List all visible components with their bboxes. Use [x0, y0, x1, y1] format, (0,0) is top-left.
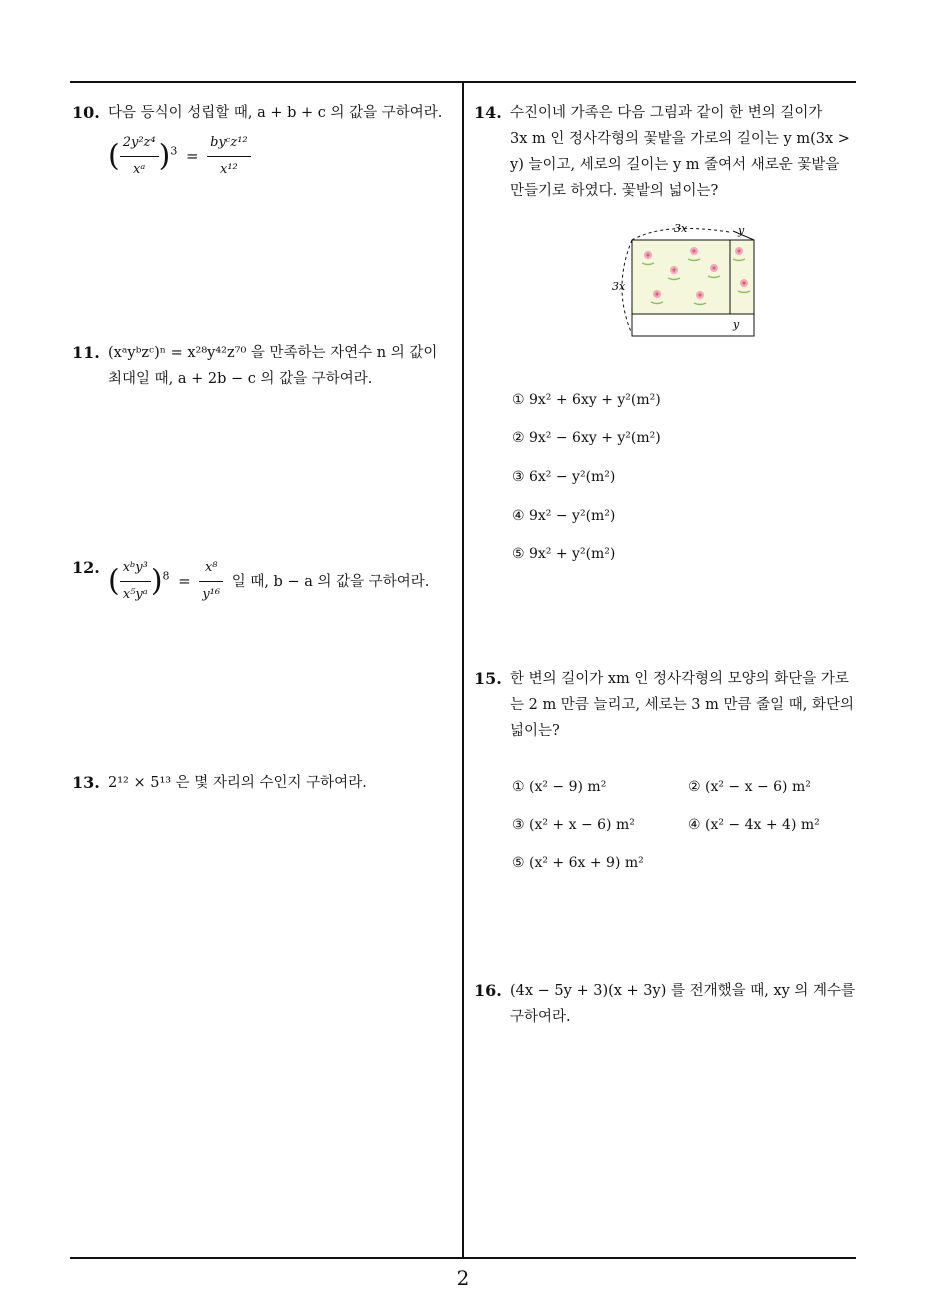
label-left: 3x	[612, 280, 626, 293]
question-number: 13.	[72, 773, 100, 792]
equation: ( $\frac{\text{2y²z⁴}}{\text{xᵃ}}$ )$^3$ = $\frac{\text{byᶜz¹²}}{\text{x¹²}}$	[108, 130, 457, 183]
choice-5[interactable]: ⑤ 9x² + y²(m²)	[512, 546, 616, 562]
label-top: 3x	[674, 222, 688, 235]
question-text-line2: 는 2 m 만큼 늘리고, 세로는 3 m 만큼 줄일 때, 화단의	[510, 697, 854, 713]
question-number: 10.	[72, 103, 100, 122]
choice-3[interactable]: ③ 6x² − y²(m²)	[512, 469, 616, 485]
question-text-line2: 구하여라.	[510, 1009, 571, 1025]
question-number: 14.	[474, 103, 502, 122]
label-top-right: y	[738, 224, 745, 237]
question-10	[72, 100, 457, 183]
question-number: 16.	[474, 981, 502, 1000]
choice-4[interactable]: ④ 9x² − y²(m²)	[512, 508, 616, 524]
question-13	[72, 770, 457, 796]
garden-figure	[604, 218, 764, 342]
question-text-line1: (xᵃyᵇzᶜ)ⁿ = x²⁸y⁴²z⁷⁰ 을 만족하는 자연수 n 의 값이	[108, 345, 438, 361]
question-number: 11.	[72, 343, 100, 362]
choice-3[interactable]: ③ (x² + x − 6) m²	[512, 817, 635, 833]
choice-1[interactable]: ① 9x² + 6xy + y²(m²)	[512, 392, 661, 408]
question-text: 2¹² × 5¹³ 은 몇 자리의 수인지 구하여라.	[108, 775, 367, 791]
question-number: 12.	[72, 558, 100, 577]
question-14	[474, 100, 859, 204]
choice-2[interactable]: ② 9x² − 6xy + y²(m²)	[512, 430, 661, 446]
page-number: 2	[456, 1266, 470, 1290]
question-12	[72, 555, 457, 608]
choice-1[interactable]: ① (x² − 9) m²	[512, 779, 607, 795]
bottom-rule	[70, 1257, 856, 1259]
label-bottom-right: y	[733, 318, 740, 331]
question-text: 다음 등식이 성립할 때, a + b + c 의 값을 구하여라.	[108, 105, 443, 121]
question-text-line2: 3x m 인 정사각형의 꽃밭을 가로의 길이는 y m(3x >	[510, 131, 850, 147]
choice-4[interactable]: ④ (x² − 4x + 4) m²	[688, 817, 820, 833]
question-text-line3: y) 늘이고, 세로의 길이는 y m 줄여서 새로운 꽃밭을	[510, 157, 840, 173]
choice-2[interactable]: ② (x² − x − 6) m²	[688, 779, 811, 795]
question-text: 일 때, b − a 의 값을 구하여라.	[231, 573, 430, 590]
question-text-line2: 최대일 때, a + 2b − c 의 값을 구하여라.	[108, 371, 373, 387]
choice-5[interactable]: ⑤ (x² + 6x + 9) m²	[512, 855, 644, 871]
question-16	[474, 978, 859, 1030]
column-divider	[462, 82, 464, 1258]
question-text-line4: 만들기로 하였다. 꽃밭의 넓이는?	[510, 183, 719, 199]
question-text-line3: 넓이는?	[510, 723, 560, 739]
equation: ( $\frac{\text{xᵇy³}}{\text{x⁵yᵃ}}$ )$^8$ = $\frac{\text{x⁸}}{\text{y¹⁶}}$ 일 때, b − a 의 값을 구하여라.	[108, 555, 457, 608]
question-15	[474, 666, 859, 744]
question-text-line1: 한 변의 길이가 xm 인 정사각형의 모양의 화단을 가로	[510, 671, 849, 687]
question-text-line1: (4x − 5y + 3)(x + 3y) 를 전개했을 때, xy 의 계수를	[510, 983, 856, 999]
question-number: 15.	[474, 669, 502, 688]
question-text-line1: 수진이네 가족은 다음 그림과 같이 한 변의 길이가	[510, 105, 823, 121]
question-11	[72, 340, 457, 392]
